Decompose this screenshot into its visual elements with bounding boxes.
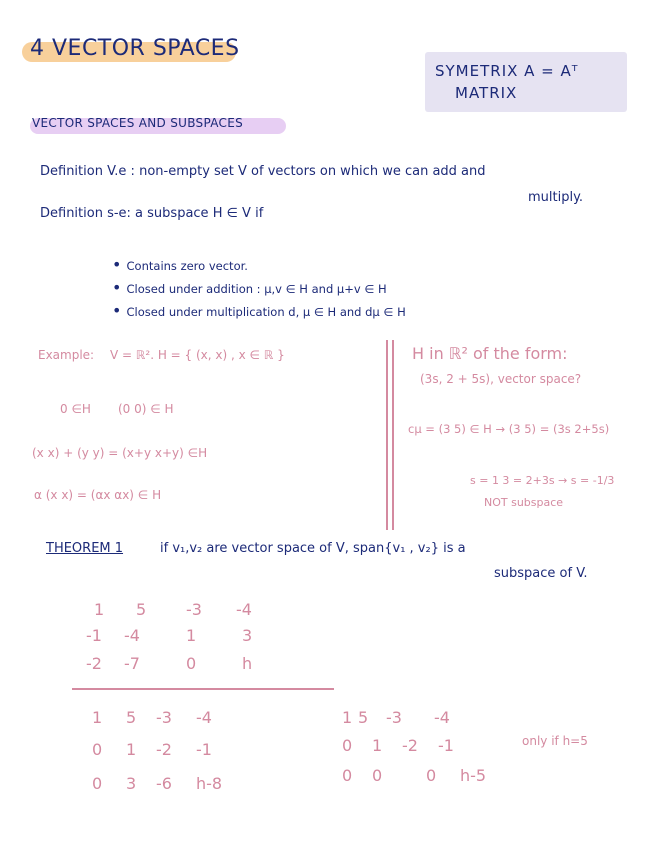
matrix-cell: -1 [196, 740, 212, 759]
example-scalar: α (x x) = (αx αx) ∈ H [34, 488, 162, 502]
subheading: VECTOR SPACES AND SUBSPACES [32, 116, 243, 130]
matrix-cell: 3 [126, 774, 137, 793]
matrix-cell: 0 [342, 766, 353, 785]
bullet-text: Closed under multiplication d, μ ∈ H and dμ ∈ H [126, 305, 406, 319]
example-zero-vector: (0 0) ∈ H [118, 402, 174, 416]
example-zero: 0 ∈H [60, 402, 91, 416]
right-example-line-1: H in ℝ² of the form: [412, 344, 568, 363]
right-example-line-4: s = 1 3 = 2+3s → s = -1/3 [470, 474, 615, 487]
matrix-cell: 0 [92, 774, 103, 793]
definition-vector-space: Definition V.e : non-empty set V of vectors on which we can add and [40, 164, 486, 179]
matrix-cell: 5 [358, 708, 369, 727]
only-if-note: only if h=5 [522, 734, 588, 748]
matrix-cell: -3 [386, 708, 402, 727]
matrix-cell: -4 [434, 708, 450, 727]
matrix-cell: -4 [124, 626, 140, 645]
matrix-cell: -2 [402, 736, 418, 755]
bullet-text: Contains zero vector. [126, 259, 248, 273]
matrix-separator-line [72, 688, 334, 690]
matrix-cell: 5 [126, 708, 137, 727]
example-label: Example: [38, 348, 95, 362]
matrix-bottom-left [92, 708, 292, 798]
matrix-cell: -1 [438, 736, 454, 755]
theorem-text-cont: subspace of V. [494, 566, 588, 581]
matrix-top [86, 600, 286, 690]
divider-line [386, 340, 388, 530]
matrix-cell: 0 [92, 740, 103, 759]
matrix-cell: -6 [156, 774, 172, 793]
matrix-cell: 3 [242, 626, 253, 645]
matrix-cell: 1 [186, 626, 197, 645]
matrix-cell: 0 [186, 654, 197, 673]
example-addition: (x x) + (y y) = (x+y x+y) ∈H [32, 446, 208, 460]
right-example-line-5: NOT subspace [484, 496, 564, 509]
theorem-text: if v₁,v₂ are vector space of V, span{v₁ , v₂} is a [160, 541, 466, 556]
matrix-cell: 1 [342, 708, 353, 727]
matrix-bottom-right [342, 708, 502, 798]
definition-subspace: Definition s-e: a subspace H ∈ V if [40, 206, 264, 221]
bullet-list [112, 254, 406, 323]
matrix-cell: -7 [124, 654, 140, 673]
matrix-cell: h-8 [196, 774, 223, 793]
theorem-label: THEOREM 1 [46, 541, 124, 556]
divider-line [392, 340, 394, 530]
matrix-cell: -2 [86, 654, 102, 673]
matrix-cell: -4 [196, 708, 212, 727]
matrix-cell: h [242, 654, 253, 673]
bullet-item: • Closed under addition : μ,v ∈ H and μ+v ∈ H [112, 278, 387, 297]
note-line-2: MATRIX [455, 84, 518, 102]
bullet-item: • Closed under multiplication d, μ ∈ H and dμ ∈ H [112, 301, 406, 320]
bullet-item: • Contains zero vector. [112, 255, 248, 274]
matrix-cell: 0 [342, 736, 353, 755]
example-set-def: V = ℝ². H = { (x, x) , x ∈ ℝ } [110, 348, 285, 362]
matrix-cell: 1 [126, 740, 137, 759]
matrix-cell: 5 [136, 600, 147, 619]
matrix-cell: 0 [372, 766, 383, 785]
definition-vector-space-cont: multiply. [528, 190, 584, 205]
matrix-cell: 1 [372, 736, 383, 755]
matrix-cell: 1 [94, 600, 105, 619]
right-example-line-2: (3s, 2 + 5s), vector space? [420, 372, 582, 386]
bullet-text: Closed under addition : μ,v ∈ H and μ+v ∈ H [126, 282, 387, 296]
matrix-cell: -1 [86, 626, 102, 645]
matrix-cell: 0 [426, 766, 437, 785]
right-example-line-3: cμ = (3 5) ∈ H → (3 5) = (3s 2+5s) [408, 422, 610, 436]
note-box [425, 52, 627, 112]
matrix-cell: -2 [156, 740, 172, 759]
matrix-cell: -3 [186, 600, 202, 619]
section-title: 4 VECTOR SPACES [30, 36, 240, 61]
matrix-cell: h-5 [460, 766, 487, 785]
matrix-cell: 1 [92, 708, 103, 727]
note-line-1: SYMETRIX A = Aᵀ [435, 62, 579, 80]
matrix-cell: -3 [156, 708, 172, 727]
matrix-cell: -4 [236, 600, 252, 619]
